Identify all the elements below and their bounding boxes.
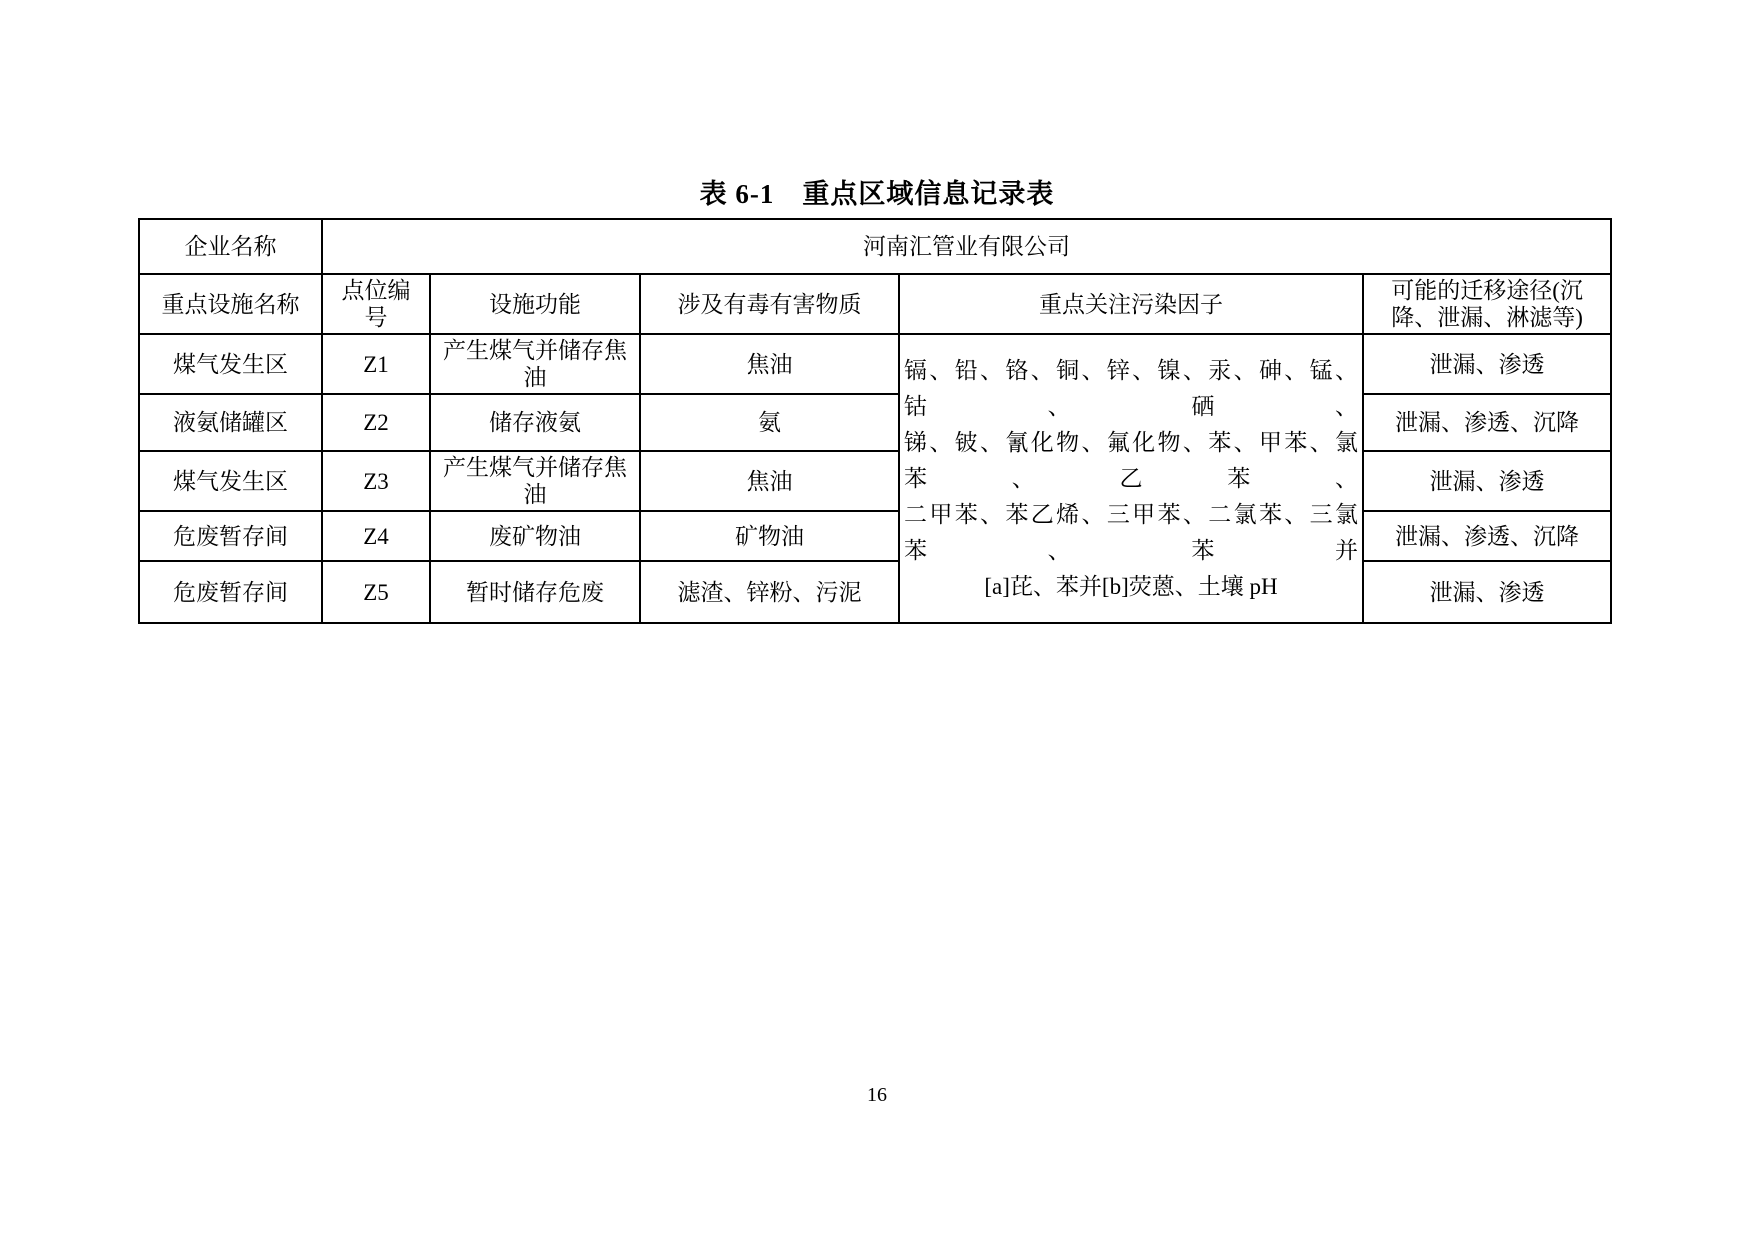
facility-cell: 液氨储罐区 [139, 394, 322, 451]
header-function-cell: 设施功能 [430, 274, 640, 334]
header-substances-cell: 涉及有毒有害物质 [640, 274, 899, 334]
substances-cell: 滤渣、锌粉、污泥 [640, 561, 899, 623]
header-point-line1: 点位编 [341, 278, 411, 303]
pathways-cell: 泄漏、渗透、沉降 [1363, 511, 1611, 561]
facility-cell: 危废暂存间 [139, 561, 322, 623]
facility-cell: 煤气发生区 [139, 451, 322, 511]
facility-cell: 煤气发生区 [139, 334, 322, 394]
page-number: 16 [867, 1084, 887, 1106]
header-facility-cell: 重点设施名称 [139, 274, 322, 334]
substances-cell: 矿物油 [640, 511, 899, 561]
enterprise-label-cell: 企业名称 [139, 219, 322, 274]
point-id-cell: Z4 [322, 511, 430, 561]
facility-cell: 危废暂存间 [139, 511, 322, 561]
header-factors-cell: 重点关注污染因子 [899, 274, 1363, 334]
function-cell: 暂时储存危废 [430, 561, 640, 623]
pathways-cell: 泄漏、渗透 [1363, 334, 1611, 394]
pathways-cell: 泄漏、渗透 [1363, 561, 1611, 623]
substances-cell: 氨 [640, 394, 899, 451]
pollution-factors-cell [899, 334, 1363, 623]
pollution-factors-line2: 锑、铍、氰化物、氟化物、苯、甲苯、氯苯、乙苯、 [904, 429, 1358, 491]
table-row [139, 511, 1611, 561]
substances-cell: 焦油 [640, 334, 899, 394]
header-point-cell [322, 274, 430, 334]
table-row [139, 561, 1611, 623]
pollution-factors-line1: 镉、铅、铬、铜、锌、镍、汞、砷、锰、钴、硒、 [904, 357, 1358, 419]
pollution-factors-line4: [a]芘、苯并[b]荧蒽、土壤 pH [984, 573, 1278, 599]
point-id-cell: Z1 [322, 334, 430, 394]
point-id-cell: Z5 [322, 561, 430, 623]
pathways-cell: 泄漏、渗透 [1363, 451, 1611, 511]
header-pathways-line1: 可能的迁移途径(沉 [1391, 278, 1583, 303]
function-cell: 产生煤气并储存焦油 [430, 334, 640, 394]
enterprise-value-cell: 河南汇管业有限公司 [322, 219, 1611, 274]
header-point-line2: 号 [364, 305, 388, 330]
function-cell: 产生煤气并储存焦油 [430, 451, 640, 511]
pollution-factors-line3: 二甲苯、苯乙烯、三甲苯、二氯苯、三氯苯、苯并 [904, 501, 1358, 563]
table-row [139, 334, 1611, 394]
header-row [139, 274, 1611, 334]
point-id-cell: Z3 [322, 451, 430, 511]
header-pathways-cell [1363, 274, 1611, 334]
header-pathways-line2: 降、泄漏、淋滤等) [1391, 305, 1583, 330]
function-cell: 储存液氨 [430, 394, 640, 451]
table-caption: 表 6-1 重点区域信息记录表 [699, 179, 1055, 209]
substances-cell: 焦油 [640, 451, 899, 511]
key-area-info-table [138, 218, 1612, 624]
table-row [139, 451, 1611, 511]
function-cell: 废矿物油 [430, 511, 640, 561]
point-id-cell: Z2 [322, 394, 430, 451]
pathways-cell: 泄漏、渗透、沉降 [1363, 394, 1611, 451]
enterprise-row [139, 219, 1611, 274]
table-row [139, 394, 1611, 451]
